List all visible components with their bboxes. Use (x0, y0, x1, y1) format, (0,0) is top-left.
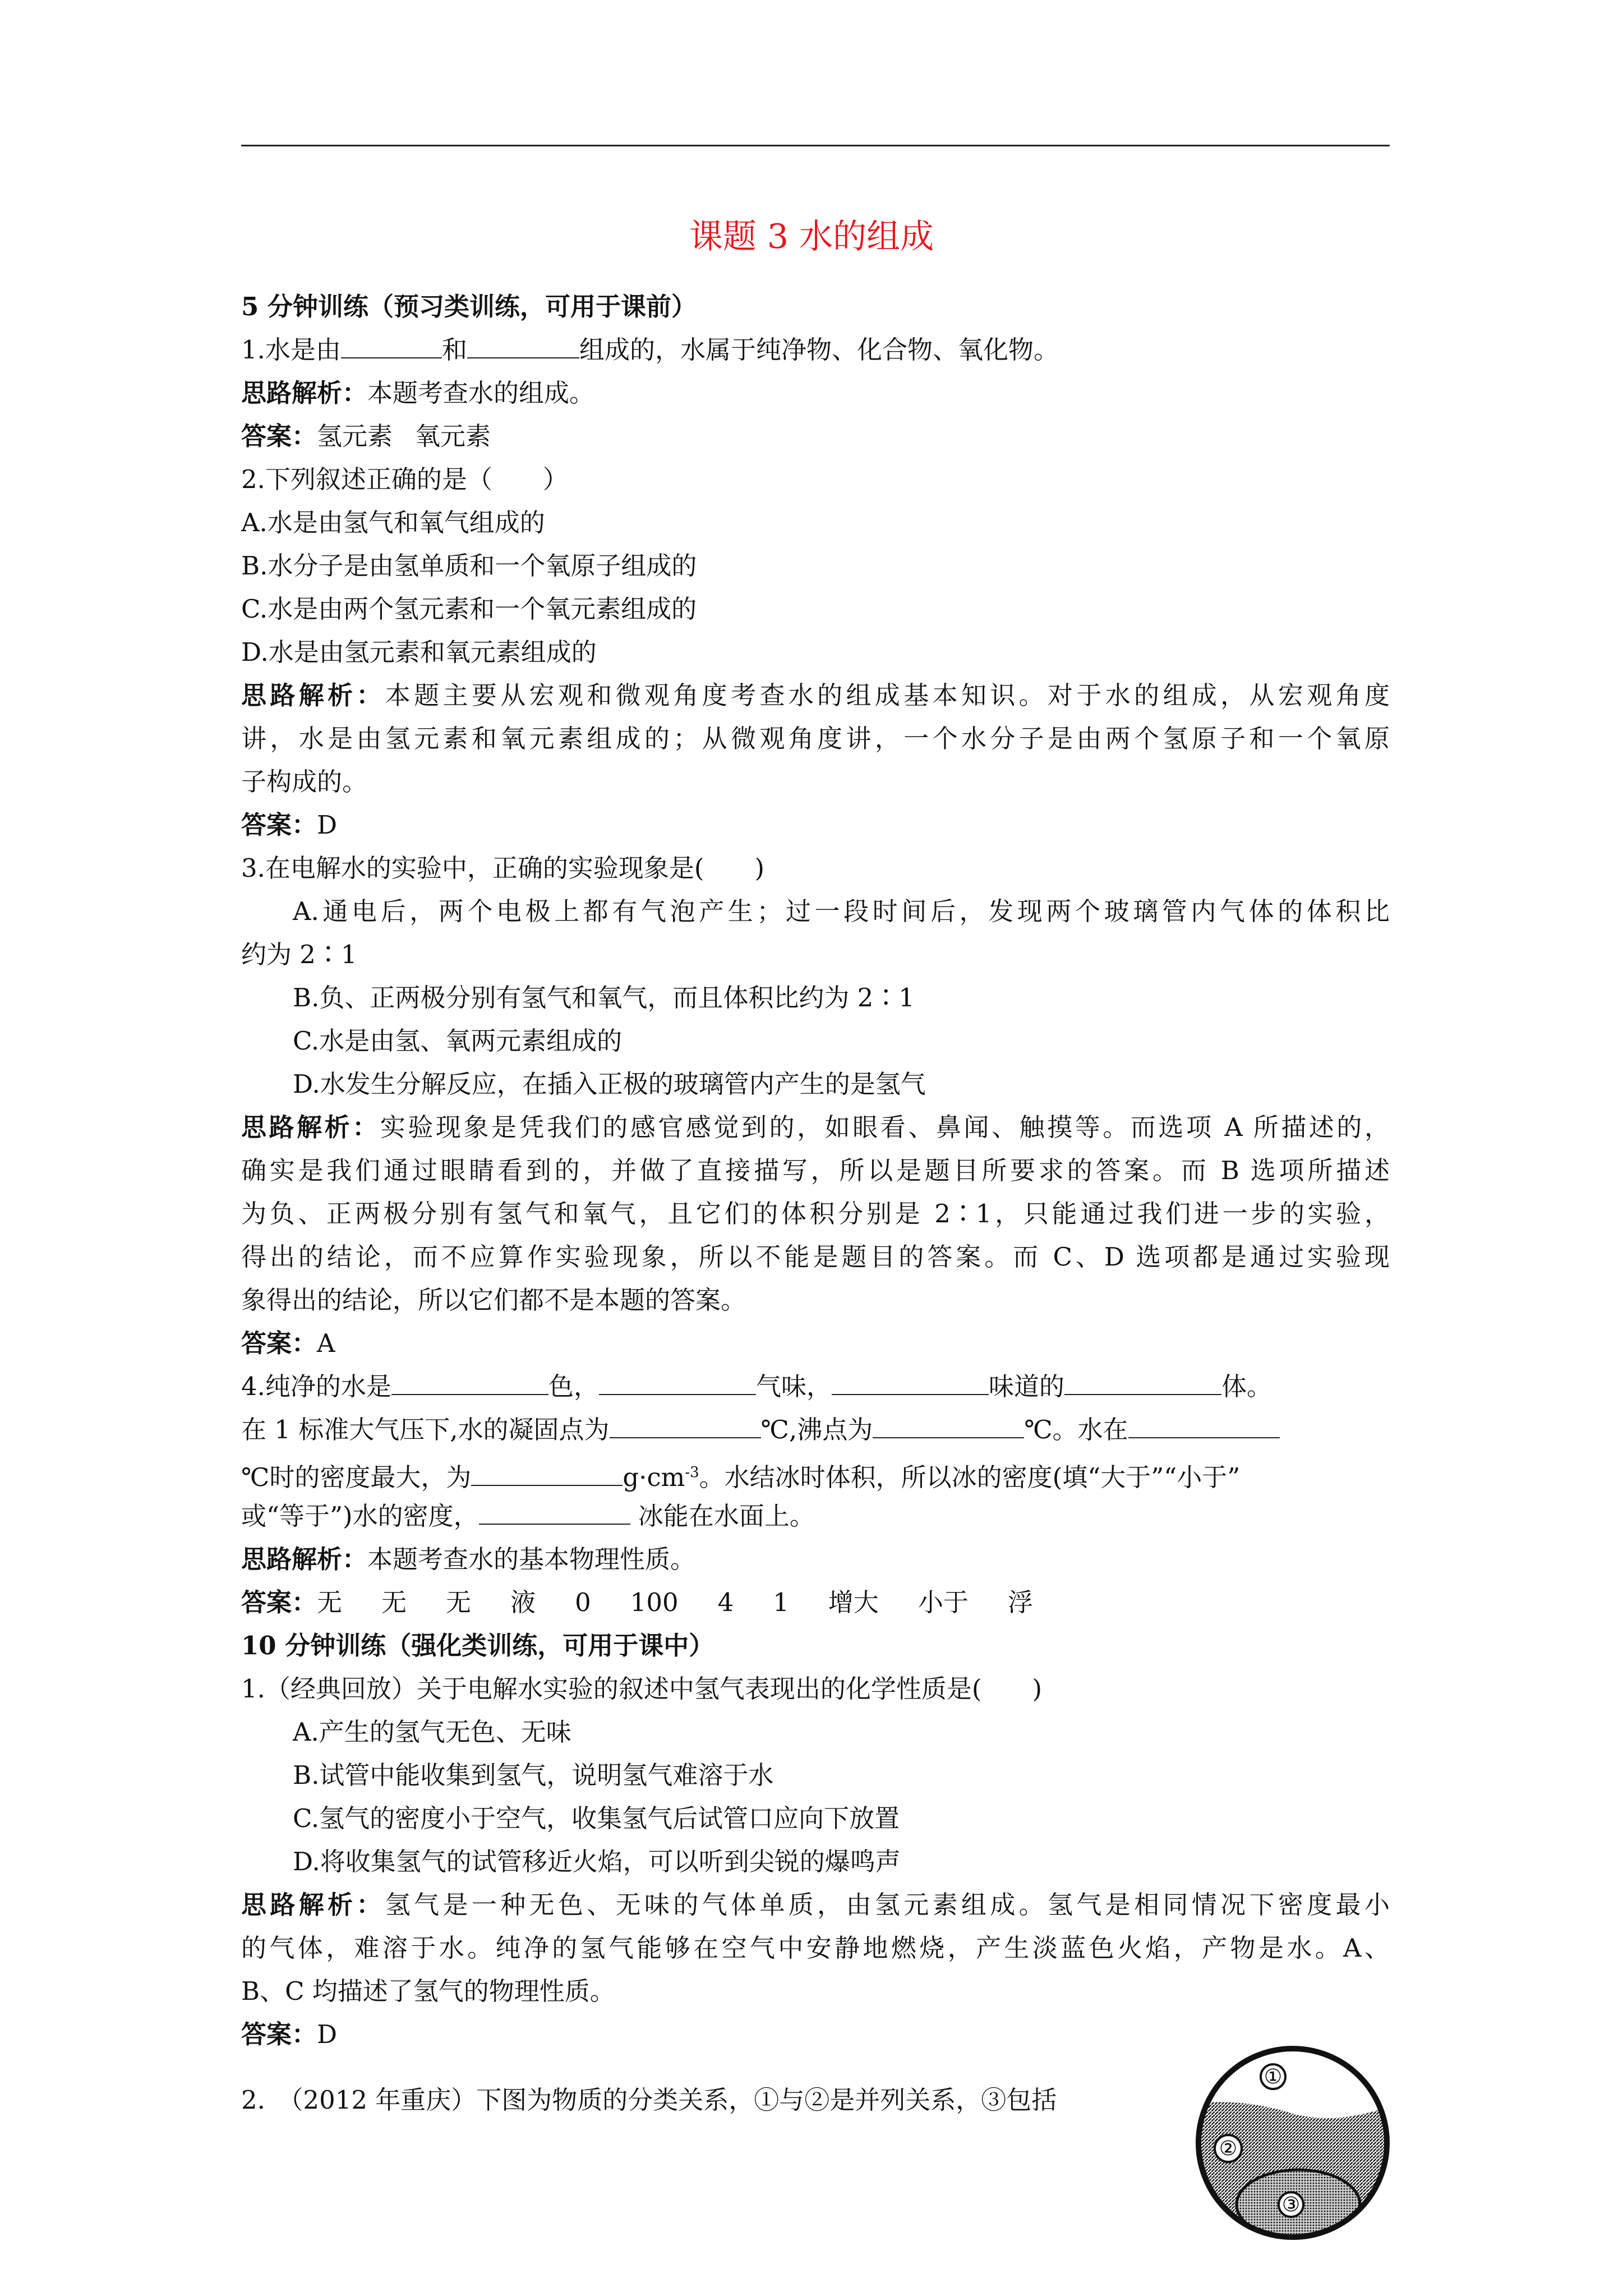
question-3: 3.在电解水的实验中，正确的实验现象是( ) (241, 853, 765, 883)
analysis-label: 思路解析： (241, 680, 385, 710)
option: C.氢气的密度小于空气，收集氢气后试管口应向下放置 (293, 1803, 900, 1833)
question-4 (241, 1365, 1390, 1408)
question-2: 2.下列叙述正确的是（ ） (241, 464, 568, 494)
option: B.水分子是由氢单质和一个氧原子组成的 (241, 551, 697, 581)
option: B.试管中能收集到氢气，说明氢气难溶于水 (293, 1760, 774, 1790)
answer-label: 答案： (241, 1328, 317, 1358)
answer-text: 液 (510, 1588, 536, 1617)
answer-blank (873, 1409, 1024, 1438)
analysis (241, 1106, 1390, 1149)
section-heading: 5 分钟训练（预习类训练，可用于课前） (241, 292, 697, 321)
analysis (241, 1883, 1390, 1926)
analysis-text: 子构成的。 (241, 767, 368, 797)
analysis-label: 思路解析： (241, 378, 368, 408)
question-text: 在 1 标准大气压下,水的凝固点为 (241, 1415, 610, 1444)
answer-text: 100 (630, 1588, 679, 1617)
analysis-label: 思路解析： (241, 1544, 368, 1574)
analysis-text: B、C 均描述了氢气的物理性质。 (241, 1976, 615, 2006)
question-1 (241, 328, 1390, 371)
section-heading: 10 分钟训练（强化类训练，可用于课中） (241, 1631, 714, 1660)
analysis-text: 本题考查水的基本物理性质。 (367, 1544, 696, 1574)
option: B.负、正两极分别有氢气和氧气，而且体积比约为 2∶1 (293, 983, 915, 1013)
answer (241, 1581, 1390, 1624)
answer-blank (479, 1496, 630, 1525)
question-text: 冰能在水面上。 (630, 1501, 815, 1531)
analysis-text: 本题主要从宏观和微观角度考查水的组成基本知识。对于水的组成，从宏观角度 (385, 680, 1390, 710)
answer-text: 无 (446, 1588, 472, 1617)
option: A.通电后，两个电极上都有气泡产生；过一段时间后，发现两个玻璃管内气体的体积比 (293, 896, 1390, 926)
question-text: 4.纯净的水是 (241, 1372, 391, 1401)
answer-blank (1128, 1409, 1280, 1438)
answer-blank (832, 1366, 989, 1395)
analysis-text: 象得出的结论，所以它们都不是本题的答案。 (241, 1285, 746, 1315)
answer-label: 答案： (241, 421, 317, 451)
analysis-text: 实验现象是凭我们的感官感觉到的，如眼看、鼻闻、触摸等。而选项 A 所描述的， (380, 1112, 1390, 1142)
header-rule (241, 145, 1390, 146)
question-text: ℃时的密度最大，为 (241, 1462, 472, 1492)
answer-text: D (317, 810, 338, 840)
option: A.水是由氢气和氧气组成的 (241, 508, 545, 537)
answer-blank (610, 1409, 761, 1438)
answer-text: A (317, 1328, 335, 1358)
analysis-label: 思路解析： (241, 1890, 385, 1920)
option-continued: 约为 2∶1 (241, 940, 357, 969)
answer-text: 增大 (828, 1588, 879, 1617)
analysis-text: 为负、正两极分别有氢气和氧气，且它们的体积分别是 2∶1，只能通过我们进一步的实验， (241, 1199, 1390, 1228)
classification-diagram (1195, 2014, 1396, 2261)
question-4-line (241, 1451, 1390, 1494)
answer-text: 0 (575, 1588, 591, 1617)
analysis-text: 本题考查水的组成。 (367, 378, 595, 408)
answer-text: 无 (317, 1588, 343, 1617)
option: D.水发生分解反应，在插入正极的玻璃管内产生的是氢气 (293, 1069, 926, 1099)
question-text: 或“等于”)水的密度， (241, 1501, 479, 1531)
answer-text: 无 (381, 1588, 407, 1617)
question-6: 2. （2012 年重庆）下图为物质的分类关系，①与②是并列关系，③包括 (241, 2085, 1057, 2115)
question-text: ℃。水在 (1024, 1415, 1128, 1444)
answer-blank (471, 1457, 623, 1486)
question-text: 色， (548, 1372, 599, 1401)
analysis-label: 思路解析： (241, 1112, 380, 1142)
answer-blank (391, 1366, 548, 1395)
question-text: 气味， (755, 1372, 832, 1401)
question-text: 1.水是由 (241, 335, 341, 365)
answer-text: 小于 (917, 1588, 969, 1617)
label-2: ② (1219, 2137, 1238, 2160)
option: C.水是由氢、氧两元素组成的 (293, 1026, 623, 1056)
answer-blank (341, 329, 442, 358)
answer-text: 4 (717, 1588, 734, 1617)
answer (241, 803, 1390, 846)
answer-blank (599, 1366, 756, 1395)
answer-label: 答案： (241, 1588, 317, 1617)
answer-text: 浮 (1007, 1588, 1033, 1617)
analysis (241, 674, 1390, 717)
question-text: 体。 (1221, 1372, 1272, 1401)
analysis (241, 1538, 1390, 1581)
answer-text: 1 (773, 1588, 789, 1617)
unit-superscript: -3 (685, 1464, 699, 1481)
option: D.水是由氢元素和氧元素组成的 (241, 637, 597, 667)
analysis-text: 确实是我们通过眼睛看到的，并做了直接描写，所以是题目所要求的答案。而 B 选项所描述 (241, 1156, 1390, 1185)
label-3: ③ (1281, 2193, 1301, 2216)
unit-text: g·cm (623, 1462, 685, 1492)
question-text: 。水结冰时体积，所以冰的密度(填“大于”“小于” (699, 1462, 1241, 1492)
question-4-line (241, 1494, 1390, 1538)
question-text: ℃,沸点为 (760, 1415, 873, 1444)
option: A.产生的氢气无色、无味 (293, 1717, 571, 1747)
question-5: 1.（经典回放）关于电解水实验的叙述中氢气表现出的化学性质是( ) (241, 1674, 1043, 1704)
answer-text: 氢元素 (317, 421, 393, 451)
answer-label: 答案： (241, 2019, 317, 2049)
question-text: 组成的，水属于纯净物、化合物、氧化物。 (579, 335, 1059, 365)
answer-blank (467, 329, 579, 358)
question-text: 和 (441, 335, 467, 365)
question-text: 味道的 (988, 1372, 1064, 1401)
analysis-text: 得出的结论，而不应算作实验现象，所以不能是题目的答案。而 C、D 选项都是通过实验现 (241, 1242, 1390, 1272)
option: C.水是由两个氢元素和一个氧元素组成的 (241, 594, 697, 624)
analysis (241, 371, 1390, 415)
answer (241, 1322, 1390, 1365)
option: D.将收集氢气的试管移近火焰，可以听到尖锐的爆鸣声 (293, 1847, 901, 1876)
answer-label: 答案： (241, 810, 317, 840)
answer-blank (1064, 1366, 1221, 1395)
answer (241, 415, 1390, 458)
analysis-text: 讲，水是由氢元素和氧元素组成的；从微观角度讲，一个水分子是由两个氢原子和一个氧原 (241, 724, 1390, 753)
analysis-text: 氢气是一种无色、无味的气体单质，由氢元素组成。氢气是相同情况下密度最小 (385, 1890, 1390, 1920)
answer-text: D (317, 2019, 338, 2049)
answer-text: 氧元素 (415, 421, 491, 451)
label-1: ① (1264, 2065, 1283, 2088)
analysis-text: 的气体，难溶于水。纯净的氢气能够在空气中安静地燃烧，产生淡蓝色火焰，产物是水。A、 (241, 1933, 1390, 1963)
document-body (241, 285, 1390, 2122)
question-4-line (241, 1408, 1390, 1451)
page-title: 课题 3 水的组成 (689, 217, 934, 256)
